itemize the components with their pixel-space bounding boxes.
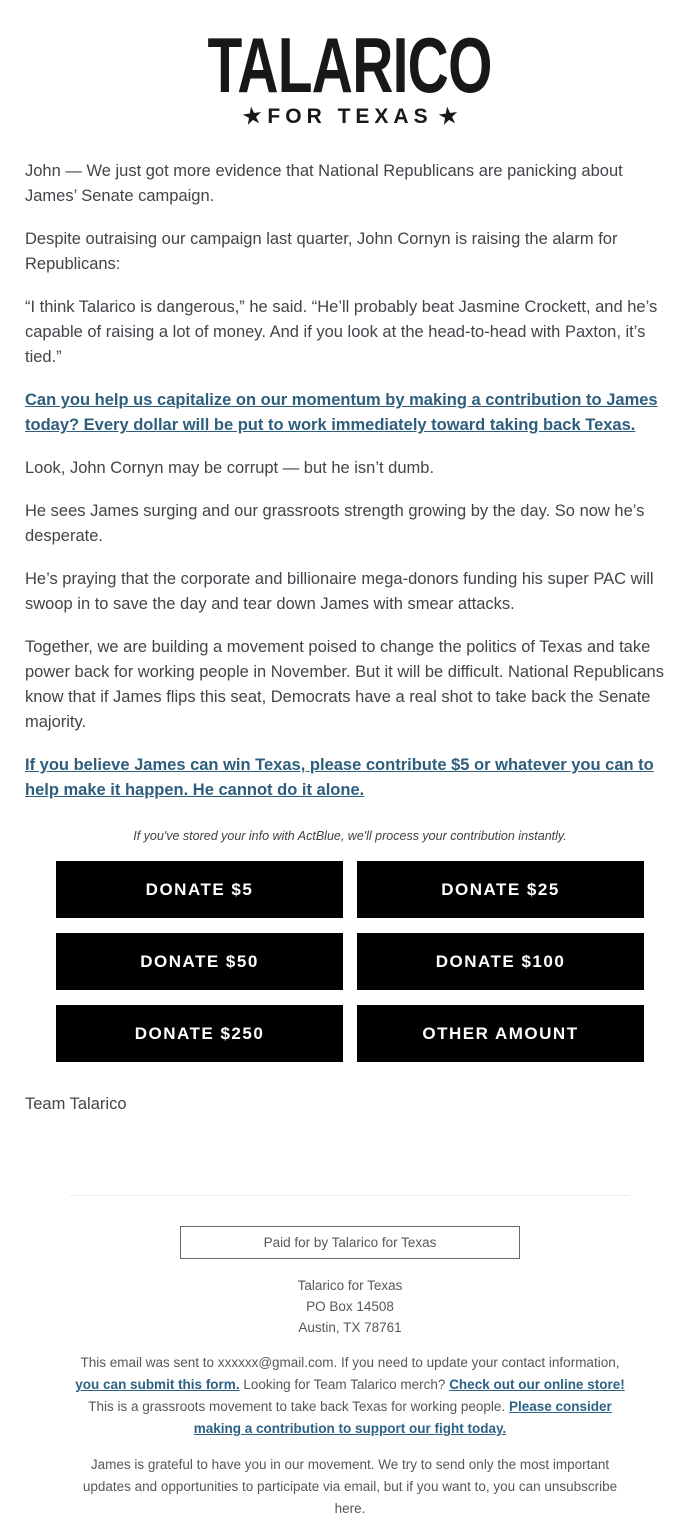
donate-5-button[interactable]: DONATE $5	[56, 861, 343, 918]
footer	[70, 1352, 630, 1520]
divider	[70, 1195, 630, 1196]
paragraph-link-wrap	[25, 388, 677, 438]
star-icon: ★	[241, 103, 263, 130]
other-amount-button[interactable]: OTHER AMOUNT	[357, 1005, 644, 1062]
address-po-box: PO Box 14508	[306, 1299, 394, 1314]
star-icon: ★	[437, 103, 459, 130]
footer-contact-paragraph	[70, 1352, 630, 1440]
donate-50-button[interactable]: DONATE $50	[56, 933, 343, 990]
footer-contribution-link[interactable]: Please consider making a contribution to support our fight today.	[193, 1399, 612, 1436]
actblue-note: If you've stored your info with ActBlue, we'll process your contribution instantly.	[133, 829, 567, 843]
paragraph-together: Together, we are building a movement poised to change the politics of Texas and take power back for working people in November. But it will be difficult. National Republicans know that if James flips this seat, Democrats have a real shot to take back the Senate majority.	[25, 638, 664, 731]
paragraph-corrupt: Look, John Cornyn may be corrupt — but he isn’t dumb.	[25, 459, 435, 477]
footer-merch-text: Looking for Team Talarico merch?	[239, 1377, 450, 1392]
address-org: Talarico for Texas	[297, 1278, 403, 1293]
paragraph-surging: He sees James surging and our grassroots strength growing by the day. So now he’s desperate.	[25, 502, 645, 545]
submit-form-link[interactable]: you can submit this form.	[75, 1377, 240, 1392]
paragraph-outraising: Despite outraising our campaign last quarter, John Cornyn is raising the alarm for Republicans:	[25, 230, 618, 273]
footer-gratitude-paragraph: James is grateful to have you in our movement. We try to send only the most important updates and opportunities to participate via email, but if you want to, you can unsubscribe here.	[82, 1457, 618, 1516]
paid-for-disclaimer: Paid for by Talarico for Texas	[180, 1226, 520, 1259]
donate-button-grid	[56, 861, 644, 1062]
contribution-link[interactable]: Can you help us capitalize on our momentum by making a contribution to James today? Every dollar will be put to work immediately toward taking back Texas.	[25, 391, 658, 434]
logo-title: TALARICO	[207, 21, 493, 109]
footer-grassroots-text: This is a grassroots movement to take back Texas for working people.	[88, 1399, 509, 1414]
address-city: Austin, TX 78761	[298, 1320, 402, 1335]
donate-100-button[interactable]: DONATE $100	[357, 933, 644, 990]
campaign-logo	[0, 0, 700, 129]
footer-sent-text: This email was sent to xxxxxx@gmail.com. If you need to update your contact information,	[80, 1355, 620, 1370]
paragraph-praying: He’s praying that the corporate and billionaire mega-donors funding his super PAC will swoop in to save the day and tear down James with smear attacks.	[25, 570, 654, 613]
logo-tagline-text: FOR TEXAS	[267, 104, 433, 128]
believe-contribute-link[interactable]: If you believe James can win Texas, please contribute $5 or whatever you can to help make it happen. He cannot do it alone.	[25, 756, 654, 799]
signoff: Team Talarico	[25, 1095, 127, 1113]
email-content	[0, 159, 700, 803]
paragraph-quote: “I think Talarico is dangerous,” he said. “He’ll probably beat Jasmine Crockett, and he’s capable of raising a lot of money. And if you look at the head-to-head with Paxton, it’s tied.”	[25, 298, 658, 366]
paragraph-link-wrap	[25, 753, 677, 803]
online-store-link[interactable]: Check out our online store!	[449, 1377, 625, 1392]
paragraph-intro: John — We just got more evidence that National Republicans are panicking about James’ Senate campaign.	[25, 162, 623, 205]
donate-25-button[interactable]: DONATE $25	[357, 861, 644, 918]
donate-250-button[interactable]: DONATE $250	[56, 1005, 343, 1062]
mailing-address	[0, 1275, 700, 1338]
